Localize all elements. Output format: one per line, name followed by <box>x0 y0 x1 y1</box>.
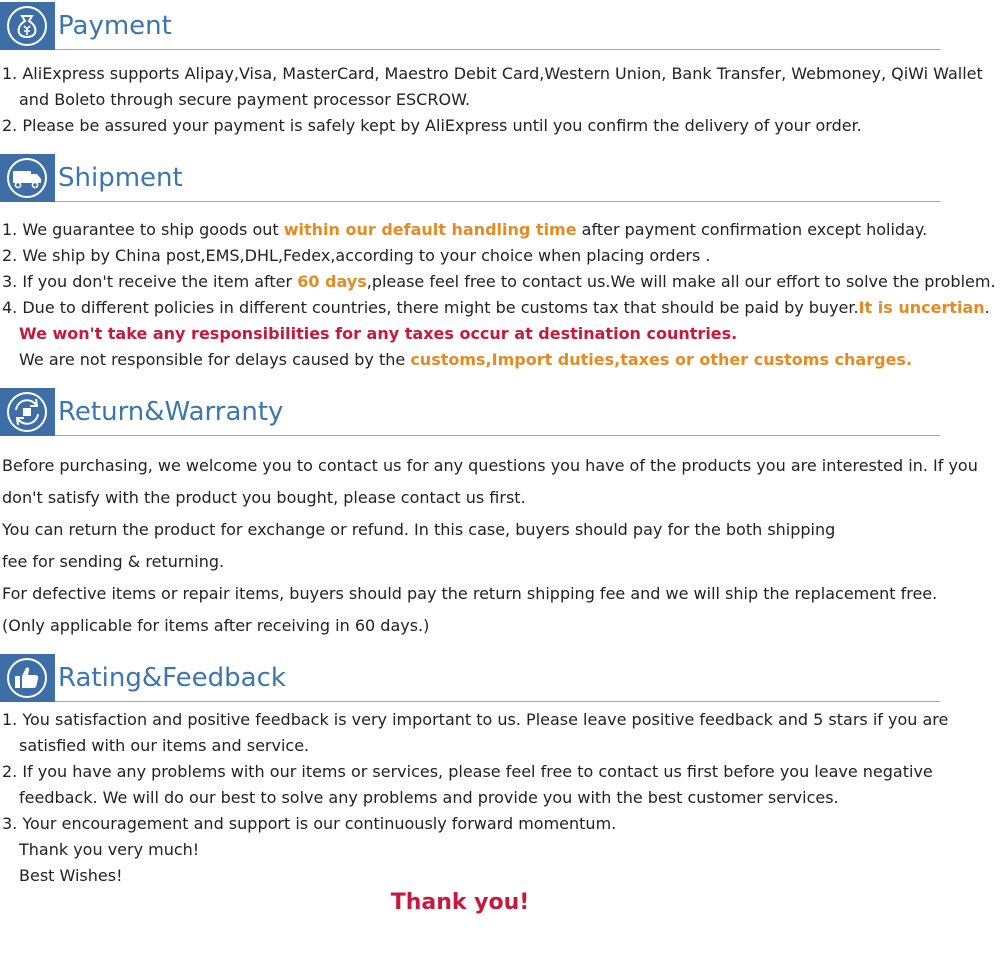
shipment-line-4-end: . <box>984 298 990 317</box>
rating-icon-box <box>0 654 55 702</box>
rating-header <box>0 654 940 702</box>
shipment-line-4 <box>2 295 990 321</box>
money-bag-icon <box>4 4 50 48</box>
shipment-line-1-end: after payment confirmation except holiday. <box>576 220 928 239</box>
shipment-divider <box>55 201 940 202</box>
days-highlight: 60 days <box>297 272 367 291</box>
uncertain-highlight: It is uncertian <box>858 298 985 317</box>
returns-line-6: (Only applicable for items after receiving in 60 days.) <box>2 616 430 635</box>
returns-title: Return&Warranty <box>58 397 284 427</box>
shipment-title: Shipment <box>58 163 183 193</box>
handling-time-highlight: within our default handling time <box>283 220 577 239</box>
shipment-line-1-text: 1. We guarantee to ship goods out <box>2 220 284 239</box>
shipment-header <box>0 154 940 202</box>
return-cycle-icon <box>4 390 50 434</box>
rating-line-4: Thank you very much! <box>19 840 200 859</box>
shipment-line-4-text: 4. Due to different policies in different countries, there might be customs tax that should be paid by buyer. <box>2 298 859 317</box>
shipment-line-6-text: We are not responsible for delays caused by the <box>19 350 411 369</box>
rating-line-2b: feedback. We will do our best to solve any problems and provide you with the best customer services. <box>19 788 839 807</box>
shipment-icon-box <box>0 154 55 202</box>
shipment-line-6 <box>19 347 912 373</box>
rating-line-2: 2. If you have any problems with our items or services, please feel free to contact us first before you leave negative <box>2 762 933 781</box>
rating-line-3: 3. Your encouragement and support is our continuously forward momentum. <box>2 814 617 833</box>
returns-header <box>0 388 940 436</box>
shipment-line-3-end: ,please feel free to contact us.We will make all our effort to solve the problem. <box>366 272 996 291</box>
returns-line-2: don't satisfy with the product you bought, please contact us first. <box>2 488 526 507</box>
rating-line-5: Best Wishes! <box>19 866 123 885</box>
returns-divider <box>55 435 940 436</box>
payment-line-1b: and Boleto through secure payment processor ESCROW. <box>19 90 471 109</box>
returns-line-1: Before purchasing, we welcome you to contact us for any questions you have of the products you are interested in. If you <box>2 456 978 475</box>
payment-icon-box <box>0 2 55 50</box>
rating-line-1b: satisfied with our items and service. <box>19 736 310 755</box>
payment-line-1: 1. AliExpress supports Alipay,Visa, MasterCard, Maestro Debit Card,Western Union, Bank Transfer, Webmoney, QiWi Wallet <box>2 64 983 83</box>
payment-title: Payment <box>58 11 172 41</box>
shipment-line-3 <box>2 269 996 295</box>
payment-header <box>0 2 940 50</box>
returns-line-4: fee for sending & returning. <box>2 552 225 571</box>
rating-divider <box>55 701 940 702</box>
payment-line-2: 2. Please be assured your payment is safely kept by AliExpress until you confirm the delivery of your order. <box>2 116 862 135</box>
returns-icon-box <box>0 388 55 436</box>
rating-line-1: 1. You satisfaction and positive feedback is very important to us. Please leave positive feedback and 5 stars if you are <box>2 710 949 729</box>
delivery-truck-icon <box>4 156 50 200</box>
shipment-line-3-text: 3. If you don't receive the item after <box>2 272 298 291</box>
shipment-line-2: 2. We ship by China post,EMS,DHL,Fedex,according to your choice when placing orders . <box>2 246 711 265</box>
customs-highlight: customs,Import duties,taxes or other customs charges. <box>410 350 913 369</box>
returns-line-3: You can return the product for exchange or refund. In this case, buyers should pay for the both shipping <box>2 520 836 539</box>
payment-divider <box>55 49 940 50</box>
closing-thanks: Thank you! <box>390 890 530 915</box>
rating-title: Rating&Feedback <box>58 663 286 693</box>
returns-line-5: For defective items or repair items, buyers should pay the return shipping fee and we will ship the replacement free. <box>2 584 938 603</box>
tax-warning: We won't take any responsibilities for any taxes occur at destination countries. <box>19 324 738 343</box>
shipment-line-1 <box>2 217 927 243</box>
thumbs-up-icon <box>4 656 50 700</box>
